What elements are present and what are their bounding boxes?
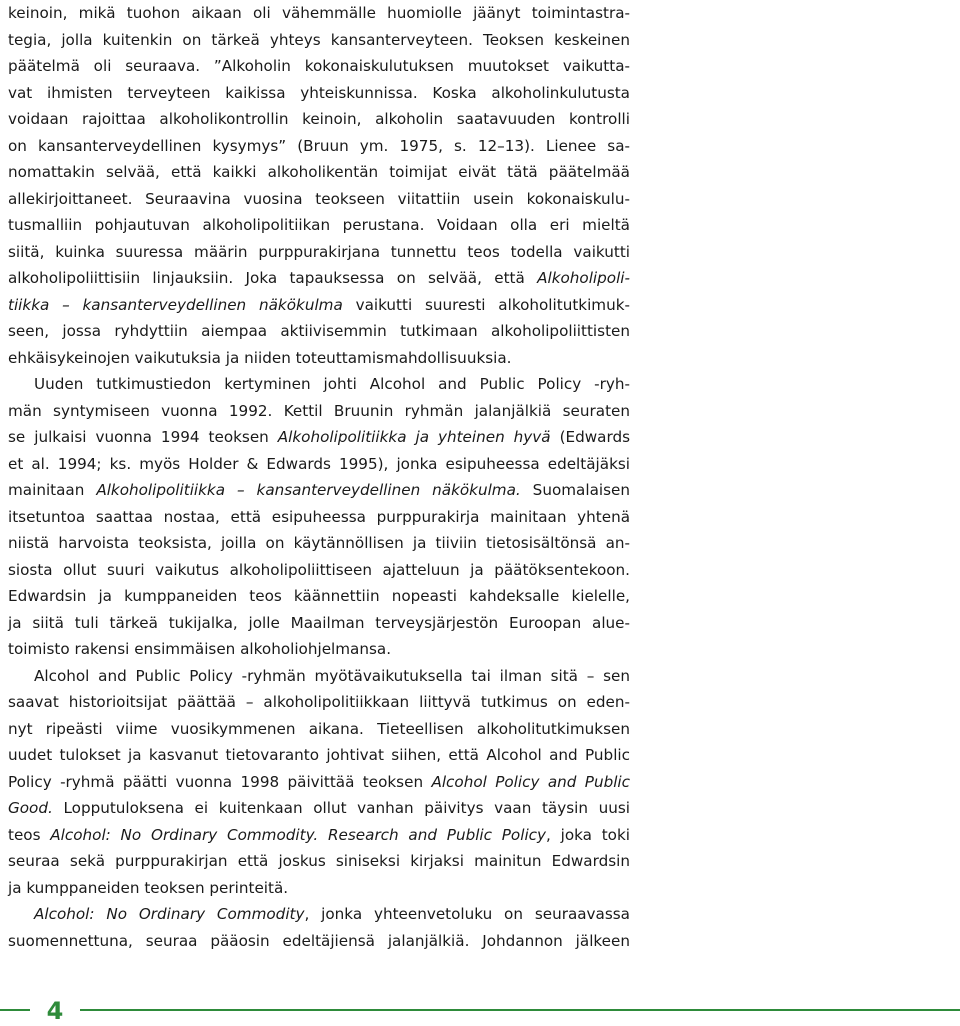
text-line	[8, 583, 630, 610]
text-line	[8, 265, 630, 292]
text-segment: tusmalliin pohjautuvan alkoholipolitiikan perustana. Voidaan olla eri mieltä	[8, 216, 630, 234]
text-line	[8, 477, 630, 504]
italic-text: Alkoholipolitiikka – kansanterveydellinen näkökulma.	[96, 481, 521, 499]
italic-text: Alcohol: No Ordinary Commodity	[34, 905, 305, 923]
text-line	[8, 451, 630, 478]
italic-text: Alkoholipoli-	[537, 269, 630, 287]
text-segment: (Edwards	[550, 428, 630, 446]
text-line	[8, 795, 630, 822]
text-line	[8, 928, 630, 955]
text-line	[8, 742, 630, 769]
text-segment: , joka toki	[546, 825, 630, 844]
text-line	[8, 901, 630, 928]
italic-text: Alkoholipolitiikka ja yhteinen hyvä	[277, 428, 551, 446]
text-segment: uudet tulokset ja kasvanut tietovaranto johtivat siihen, että Alcohol and Public	[8, 746, 630, 764]
text-line	[8, 875, 630, 902]
text-segment: Suomalaisen	[520, 481, 630, 499]
text-line	[8, 663, 630, 690]
text-line	[8, 848, 630, 875]
text-line	[8, 239, 630, 266]
text-line	[8, 0, 630, 27]
text-line	[8, 159, 630, 186]
page-footer	[0, 996, 960, 1025]
text-line	[8, 689, 630, 716]
text-segment: Lopputuloksena ei kuitenkaan ollut vanhan päivitys vaan täysin uusi	[52, 799, 630, 817]
text-segment: Uuden tutkimustiedon kertyminen johti Alcohol and Public Policy -ryh-	[34, 375, 630, 393]
text-line	[8, 610, 630, 637]
footer-rule-right	[80, 1009, 960, 1011]
text-segment: siosta ollut suuri vaikutus alkoholipoliittiseen ajatteluun ja päätöksentekoon.	[8, 560, 630, 579]
text-segment: itsetuntoa saattaa nostaa, että esipuheessa purppurakirja mainitaan yhtenä	[8, 507, 630, 526]
text-segment: teos	[8, 825, 51, 844]
text-segment: voidaan rajoittaa alkoholikontrollin keinoin, alkoholin saatavuuden kontrolli	[8, 110, 630, 128]
text-line	[8, 822, 630, 849]
text-line	[8, 557, 630, 584]
text-segment: on kansanterveydellinen kysymys” (Bruun ym. 1975, s. 12–13). Lienee sa-	[8, 136, 630, 155]
text-segment: nomattakin selvää, että kaikki alkoholikentän toimijat eivät tätä päätelmää	[8, 163, 630, 181]
text-segment: päätelmä oli seuraava. ”Alkoholin kokonaiskulutuksen muutokset vaikutta-	[8, 57, 630, 75]
text-segment: seuraa sekä purppurakirjan että joskus siniseksi kirjaksi mainitun Edwardsin	[8, 852, 630, 870]
text-line	[8, 371, 630, 398]
text-segment: nyt ripeästi viime vuosikymmenen aikana. Tieteellisen alkoholitutkimuksen	[8, 719, 630, 738]
text-line	[8, 504, 630, 531]
text-segment: saavat historioitsijat päättää – alkoholipolitiikkaan liittyvä tutkimus on eden-	[8, 693, 630, 711]
text-line	[8, 398, 630, 425]
text-segment: siitä, kuinka suuressa määrin purppurakirjana tunnettu teos todella vaikutti	[8, 242, 630, 261]
text-segment: ja siitä tuli tärkeä tukijalka, jolle Maailman terveysjärjestön Euroopan alue-	[8, 613, 630, 632]
text-line	[8, 106, 630, 133]
text-segment: keinoin, mikä tuohon aikaan oli vähemmälle huomiolle jäänyt toimintastra-	[8, 4, 630, 22]
text-segment: ehkäisykeinojen vaikutuksia ja niiden toteuttamismahdollisuuksia.	[8, 348, 512, 367]
document-body	[8, 0, 630, 954]
text-segment: Edwardsin ja kumppaneiden teos käännettiin nopeasti kahdeksalle kielelle,	[8, 587, 630, 605]
text-segment: et al. 1994; ks. myös Holder & Edwards 1995), jonka esipuheessa edeltäjäksi	[8, 454, 630, 473]
text-segment: seen, jossa ryhdyttiin aiempaa aktiivisemmin tutkimaan alkoholipoliittisten	[8, 322, 630, 340]
text-segment: män syntymiseen vuonna 1992. Kettil Bruunin ryhmän jalanjälkiä seuraten	[8, 401, 630, 420]
footer-rule-left	[0, 1009, 30, 1011]
text-line	[8, 530, 630, 557]
italic-text: Good.	[8, 799, 53, 817]
text-line	[8, 80, 630, 107]
text-line	[8, 186, 630, 213]
text-segment: toimisto rakensi ensimmäisen alkoholiohjelmansa.	[8, 640, 392, 658]
italic-text: Alcohol Policy and Public	[431, 772, 630, 791]
text-line	[8, 716, 630, 743]
text-line	[8, 769, 630, 796]
text-segment: Policy -ryhmä päätti vuonna 1998 päivittää teoksen	[8, 772, 432, 791]
text-line	[8, 636, 630, 663]
text-segment: mainitaan	[8, 481, 97, 499]
text-line	[8, 424, 630, 451]
text-line	[8, 133, 630, 160]
text-line	[8, 318, 630, 345]
text-segment: suomennettuna, seuraa pääosin edeltäjiensä jalanjälkiä. Johdannon jälkeen	[8, 931, 630, 950]
text-segment: allekirjoittaneet. Seuraavina vuosina teokseen viitattiin usein kokonaiskulu-	[8, 189, 630, 208]
italic-text: tiikka – kansanterveydellinen näkökulma	[8, 295, 343, 314]
text-segment: ja kumppaneiden teoksen perinteitä.	[8, 878, 289, 897]
text-line	[8, 345, 630, 372]
text-segment: se julkaisi vuonna 1994 teoksen	[8, 428, 278, 446]
page-number: 4	[46, 997, 64, 1025]
text-line	[8, 212, 630, 239]
text-segment: vat ihmisten terveyteen kaikissa yhteiskunnissa. Koska alkoholinkulutusta	[8, 83, 630, 102]
text-segment: Alcohol and Public Policy -ryhmän myötävaikutuksella tai ilman sitä – sen	[34, 666, 630, 685]
text-segment: , jonka yhteenvetoluku on seuraavassa	[304, 905, 630, 923]
text-segment: tegia, jolla kuitenkin on tärkeä yhteys kansanterveyteen. Teoksen keskeinen	[8, 30, 630, 49]
text-line	[8, 292, 630, 319]
italic-text: Alcohol: No Ordinary Commodity. Research and Public Policy	[50, 825, 546, 844]
text-segment: niistä harvoista teoksista, joilla on käytännöllisen ja tiiviin tietosisältönsä an-	[8, 534, 630, 552]
text-line	[8, 27, 630, 54]
text-segment: vaikutti suuresti alkoholitutkimuk-	[342, 295, 630, 314]
text-segment: alkoholipoliittisiin linjauksiin. Joka tapauksessa on selvää, että	[8, 269, 538, 287]
text-line	[8, 53, 630, 80]
